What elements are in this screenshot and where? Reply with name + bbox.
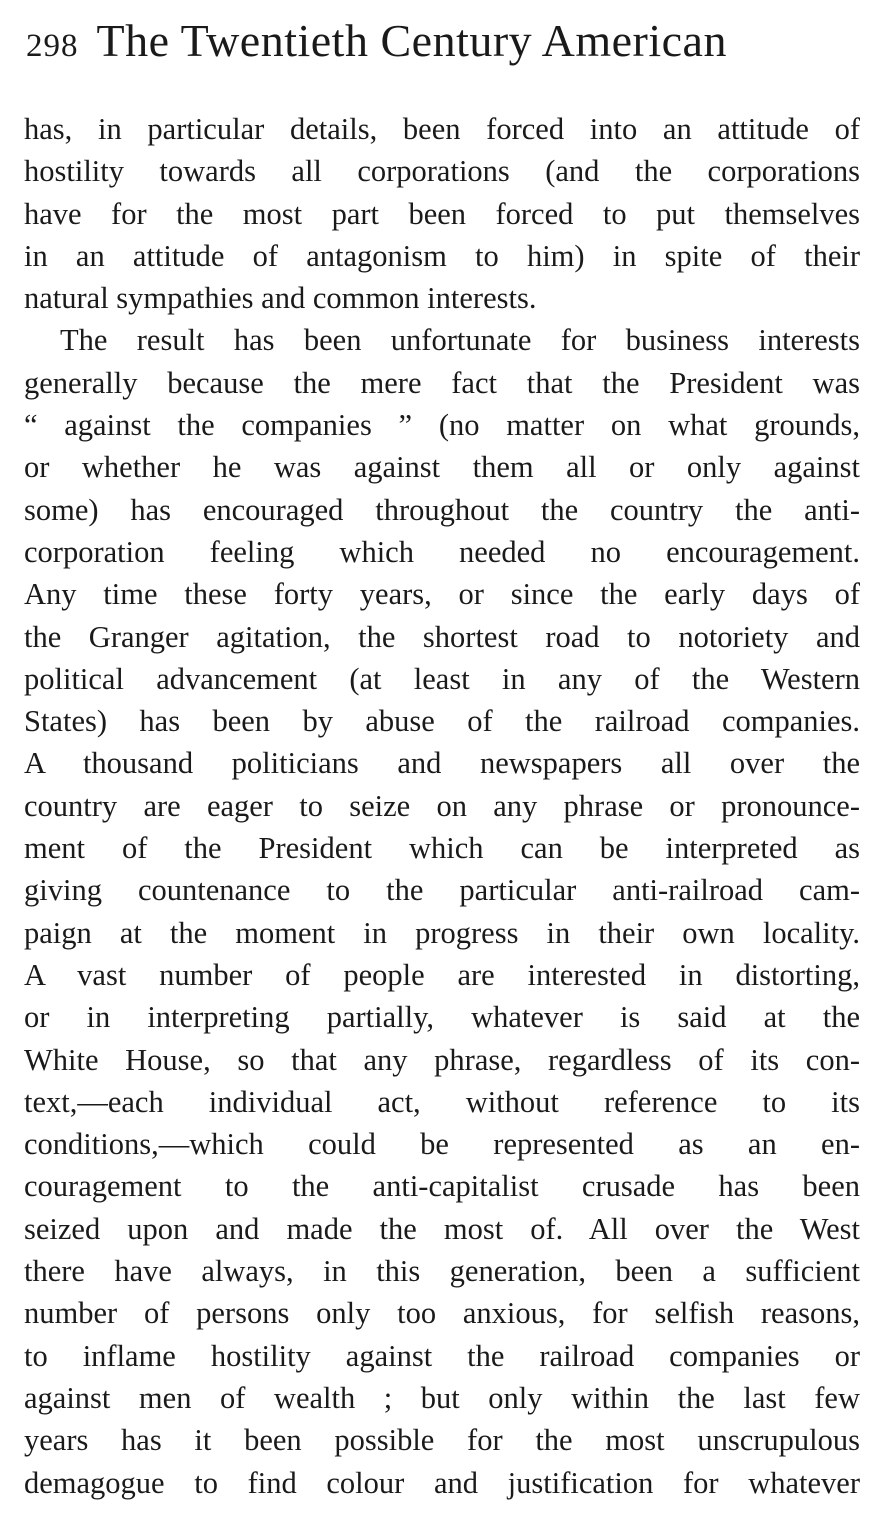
text-line: A vast number of people are interested in distorting,: [24, 957, 860, 992]
text-line: country are eager to seize on any phrase or pronounce-: [24, 788, 860, 823]
text-line: ment of the President which can be interpreted as: [24, 831, 860, 866]
text-line: has, in particular details, been forced into an attitude of: [24, 112, 860, 146]
body-text: [24, 108, 860, 1504]
text-line: States) has been by abuse of the railroad companies.: [24, 704, 860, 739]
text-line: natural sympathies and common interests.: [24, 281, 537, 316]
paragraph-start-line: The result has been unfortunate for business interests: [60, 323, 860, 358]
text-line: against men of wealth ; but only within the last few: [24, 1380, 860, 1415]
text-line: corporation feeling which needed no encouragement.: [24, 534, 860, 569]
text-line: text,—each individual act, without reference to its: [24, 1084, 860, 1119]
text-line: number of persons only too anxious, for selfish reasons,: [24, 1296, 860, 1331]
text-line: or in interpreting partially, whatever is said at the: [24, 1000, 860, 1035]
text-line: political advancement (at least in any of the Western: [24, 661, 860, 696]
text-line: there have always, in this generation, been a sufficient: [24, 1254, 860, 1289]
text-line: have for the most part been forced to put themselves: [24, 196, 860, 231]
text-line: generally because the mere fact that the President was: [24, 365, 860, 400]
text-line: or whether he was against them all or only against: [24, 450, 860, 485]
text-line: giving countenance to the particular anti-railroad cam-: [24, 873, 860, 908]
text-line: seized upon and made the most of. All over the West: [24, 1211, 860, 1246]
text-line: White House, so that any phrase, regardless of its con-: [24, 1042, 860, 1077]
text-line: to inflame hostility against the railroad companies or: [24, 1338, 860, 1373]
running-head: [26, 14, 866, 78]
text-line: Any time these forty years, or since the early days of: [24, 577, 860, 612]
text-line: paign at the moment in progress in their own locality.: [24, 915, 860, 950]
text-line: “ against the companies ” (no matter on what grounds,: [24, 408, 860, 443]
text-line: A thousand politicians and newspapers all over the: [24, 746, 860, 781]
page-number: 298: [26, 28, 79, 64]
text-line: couragement to the anti-capitalist crusade has been: [24, 1169, 860, 1204]
text-line: in an attitude of antagonism to him) in spite of their: [24, 238, 860, 273]
text-line: hostility towards all corporations (and the corporations: [24, 154, 860, 189]
text-line: some) has encouraged throughout the country the anti-: [24, 492, 860, 527]
text-line: years has it been possible for the most unscrupulous: [24, 1423, 860, 1458]
text-line: the Granger agitation, the shortest road to notoriety and: [24, 619, 860, 654]
text-line: conditions,—which could be represented as an en-: [24, 1127, 860, 1162]
text-line: demagogue to find colour and justification for whatever: [24, 1465, 860, 1500]
book-title: The Twentieth Century American: [96, 15, 727, 66]
